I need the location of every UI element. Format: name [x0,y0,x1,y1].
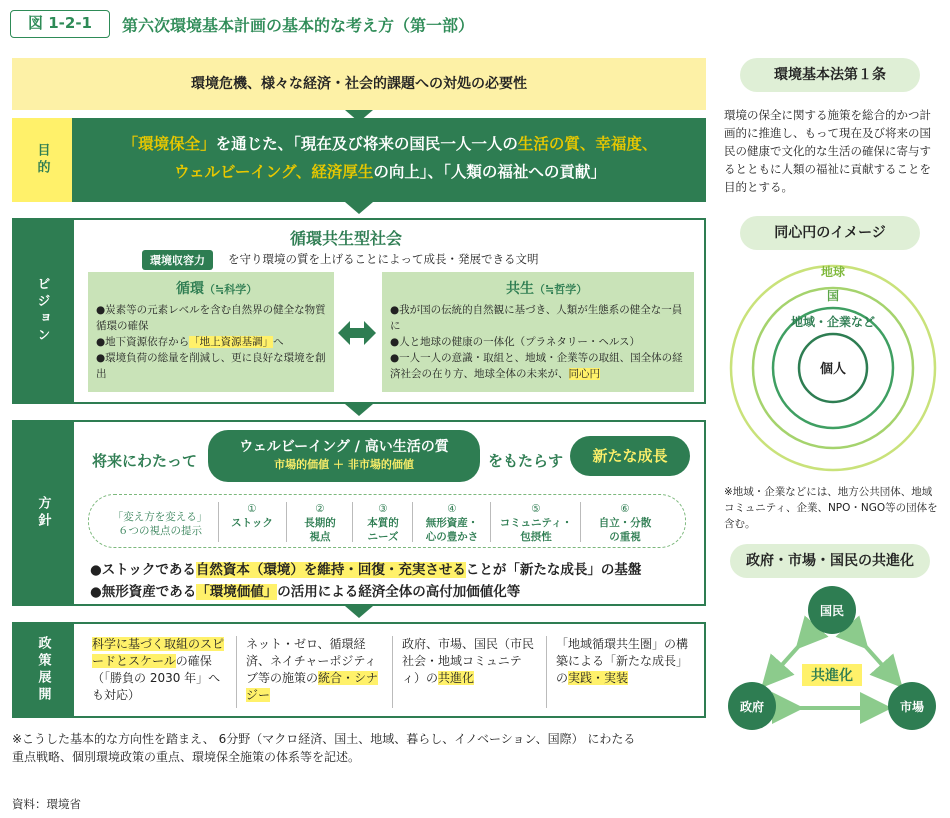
divider [412,502,413,542]
junkan-items [96,302,330,382]
circle-label-region: 地域・企業など [790,315,876,329]
view-item-4: ④ 無形資産・ 心の豊かさ [425,503,479,543]
policy-bullet-1: ●ストックである自然資本（環境）を維持・回復・充実させることが「新たな成長」の基盤 [90,562,642,578]
wellbeing-pill [208,430,480,482]
divider [490,502,491,542]
node-government: 政府 [739,700,765,714]
seisaku-col-3: 政府、市場、国民（市民社会・地域コミュニティ）の共進化 [402,637,535,685]
banner: 環境危機、様々な経済・社会的課題への対処の必要性 [12,58,706,110]
figure-label: 図 1-2-1 [10,10,110,38]
view-item-5: ⑤ コミュニティ・ 包摂性 [499,503,573,543]
figure-title: 第六次環境基本計画の基本的な考え方（第一部） [122,16,475,35]
list-item: ●環境負荷の総量を削減し、更に良好な環境を創出 [96,352,326,380]
wellbeing-sub: 市場的価値 ＋ 非市場的価値 [274,458,414,471]
law-text: 環境の保全に関する施策を総合的かつ計画的に推進し、もって現在及び将来の国民の健康で文化的な生活の確保に寄与するとともに人類の福祉に貢献することを目的とする。 [724,108,931,194]
down-arrow-icon [345,606,373,618]
list-item: ●地下資源依存から「地上資源基調」へ [96,336,284,348]
law-title: 環境基本法第１条 [740,58,920,92]
down-arrow-icon [345,404,373,416]
source: 資料：環境省 [12,797,81,811]
divider [218,502,219,542]
view-item-1: ① ストック [231,503,273,529]
views-title: 「変え方を変える」 ６つの視点の提示 [112,511,208,537]
node-citizens: 国民 [819,604,845,618]
policy-mid: をもたらす [488,452,564,470]
divider [352,502,353,542]
node-market: 市場 [899,700,925,714]
seisaku-col-1: 科学に基づく取組のスピードとスケールの確保（「勝負の 2030 年」へも対応） [92,637,225,702]
divider [580,502,581,542]
vision-subtitle: を守り環境の質を上げることによって成長・発展できる文明 [228,252,539,266]
circle-label-individual: 個人 [819,362,847,377]
policy-bullet-2: ●無形資産である「環境価値」の活用による経済全体の高付加価値化等 [90,584,521,600]
seisaku-col-2: ネット・ゼロ、循環経済、ネイチャーポジティブ等の施策の統合・シナジー [246,637,379,702]
circle-label-earth: 地球 [820,265,846,279]
list-item: ●人と地球の健康の一体化（プラネタリー・ヘルス） [390,336,641,348]
view-item-3: ③ 本質的 ニーズ [367,503,399,543]
mok-t-1: を通じた、「現在及び将来の国民一人一人の [215,135,518,153]
mok-t-2: の向上」、「人類の福祉への貢献」 [373,163,606,181]
concentric-circles [728,258,938,478]
policy-lead: 将来にわたって [92,452,198,470]
divider [236,636,237,708]
junkan-title: 循環（≒科学） [176,281,258,297]
divider [286,502,287,542]
vision-label: ビジョン [34,277,50,345]
mok-hl-3: ウェルビーイング、経済厚生 [174,163,374,181]
new-growth-pill: 新たな成長 [570,436,690,476]
view-item-2: ② 長期的 視点 [304,503,336,543]
seisaku-col-4: 「地域循環共生圏」の構築による「新たな成長」の実践・実装 [556,637,689,685]
list-item: ●一人一人の意識・取組と、地域・企業等の取組、国全体の経済社会の在り方、地球全体の未来が、同心円 [390,352,683,380]
double-arrow-icon [338,318,376,348]
coevolution-diagram [722,584,942,734]
coevo-center: 共進化 [811,668,853,684]
capacity-badge: 環境収容力 [142,250,213,270]
wellbeing-main: ウェルビーイング / 高い生活の質 [239,439,449,455]
kyosei-title: 共生（≒哲学） [506,281,588,297]
list-item: ●我が国の伝統的自然観に基づき、人類が生態系の健全な一員に [390,304,683,332]
mokuteki-label: 目的 [12,118,72,202]
circle-note: ※地域・企業などには、地方公共団体、地域コミュニティ、企業、NPO・NGO等の団体を含む。 [724,486,938,530]
divider [392,636,393,708]
list-item: ●炭素等の元素レベルを含む自然界の健全な物質循環の確保 [96,304,326,332]
divider [546,636,547,708]
mok-hl-1: 「環境保全」 [122,135,216,153]
view-item-6: ⑥ 自立・分散 の重視 [598,503,652,543]
circle-title: 同心円のイメージ [740,216,920,250]
kyosei-items [390,302,690,382]
mokuteki-text [80,130,700,186]
policy-label: 方針 [12,420,74,606]
footnote: ※こうした基本的な方向性を踏まえ、 6分野（マクロ経済、国土、地域、暮らし、イノベーション、国際） にわたる 重点戦略、個別環境政策の重点、環境保全施策の体系等を記述。 [12,732,636,764]
mok-hl-2: 生活の質、幸福度、 [517,135,658,153]
seisaku-label: 政策展開 [12,622,74,718]
vision-title: 循環共生型社会 [290,229,403,248]
coevo-title: 政府・市場・国民の共進化 [730,544,930,578]
circle-label-country: 国 [826,289,840,303]
down-arrow-icon [345,202,373,214]
